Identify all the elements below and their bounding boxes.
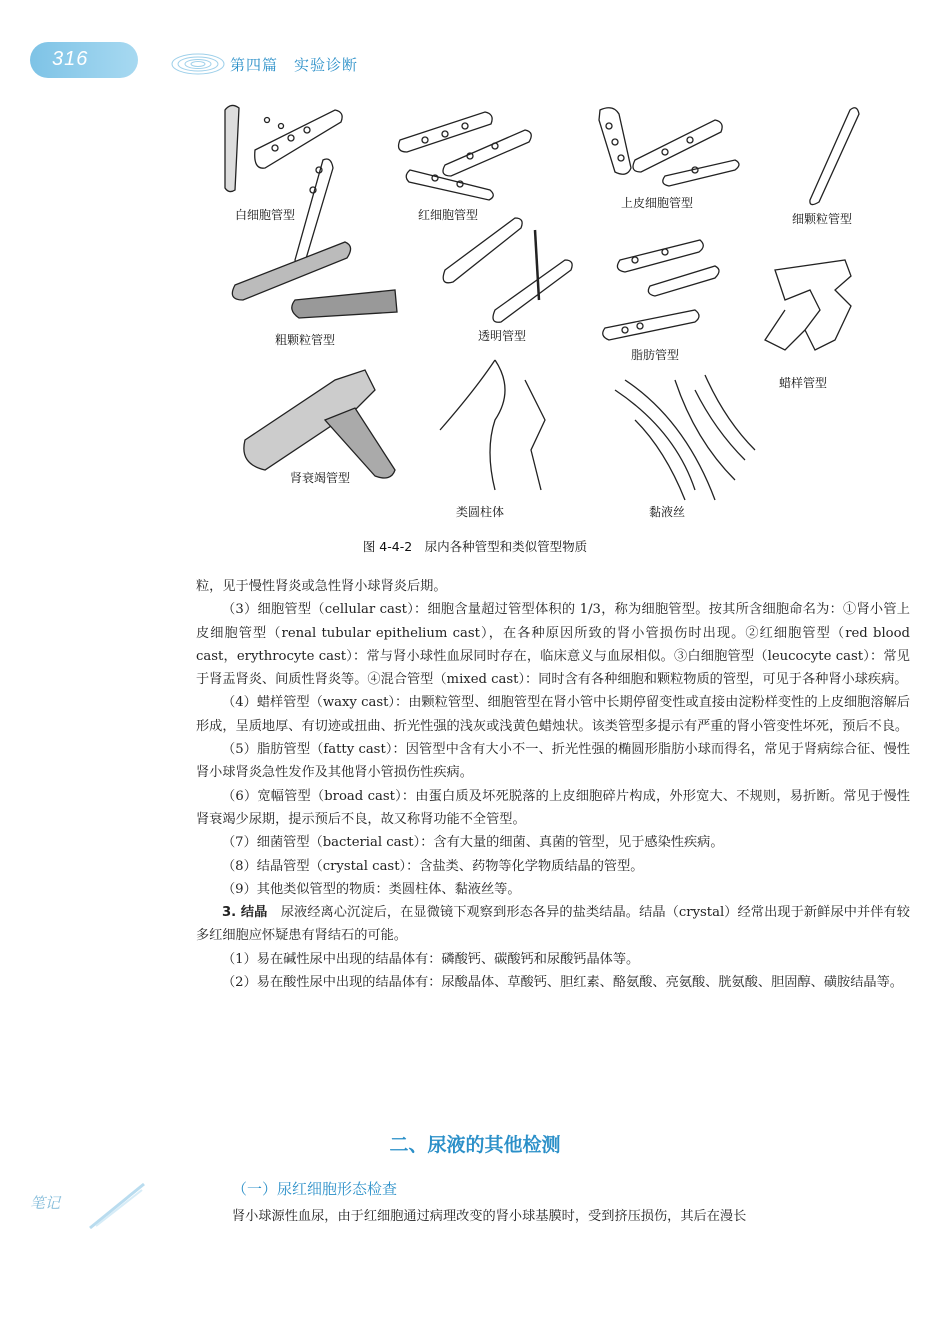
pen-stroke-icon — [88, 1180, 148, 1230]
epithelial-cast-drawing — [599, 108, 739, 186]
figure-caption: 图 4-4-2 尿内各种管型和类似管型物质 — [362, 539, 588, 554]
paragraph: （4）蜡样管型（waxy cast）：由颗粒管型、细胞管型在肾小管中长期停留变性或直接由淀粉样变性的上皮细胞溶解后形成，呈质地厚、有切迹或扭曲、折光性强的浅灰或浅黄色蜡烛状。该类管型多提示有严重的肾小管变性坏死，预后不良。 — [196, 695, 910, 734]
crystal-text: 尿液经离心沉淀后，在显微镜下观察到形态各异的盐类结晶。结晶（crystal）经常出现于新鲜尿中并伴有较多红细胞应怀疑患有肾结石的可能。 — [196, 905, 910, 944]
section-title: 二、尿液的其他检测 — [389, 1134, 561, 1156]
paragraph: （1）易在碱性尿中出现的结晶体有：磷酸钙、碳酸钙和尿酸钙晶体等。 — [222, 951, 640, 967]
paragraph: （6）宽幅管型（broad cast）：由蛋白质及坏死脱落的上皮细胞碎片构成，外形宽大、不规则，易折断。常见于慢性肾衰竭少尿期，提示预后不良，故又称肾功能不全管型。 — [196, 788, 910, 827]
label-cylindroid: 类圆柱体 — [456, 505, 505, 519]
margin-note: 笔记 — [30, 1194, 61, 1212]
fine-granular-cast-drawing — [810, 108, 859, 205]
label-renal-failure-cast: 肾衰竭管型 — [290, 471, 351, 485]
paragraph: （3）细胞管型（cellular cast）：细胞含量超过管型体积的 1/3，称为细胞管型。按其所含细胞命名为：①肾小管上皮细胞管型（renal tubular epithelium cast），在各种原因所致的肾小管损伤时出现。②红细胞管型（red blood cast，erythrocyte cast）：常与肾小球性血尿同时存在，临床意义与血尿相似。③白细胞管型（leucocyte cast）：常见于肾盂肾炎、间质性肾炎等。④混合管型（mixed cast）：同时含有各种细胞和颗粒物质的管型，可见于各种肾小球疾病。 — [196, 602, 910, 688]
label-wbc-cast: 白细胞管型 — [235, 208, 296, 222]
label-epithelial-cast: 上皮细胞管型 — [621, 196, 694, 210]
cylindroid-drawing — [440, 360, 545, 490]
paragraph: （9）其他类似管型的物质：类圆柱体、黏液丝等。 — [222, 881, 521, 897]
paragraph: （8）结晶管型（crystal cast）：含盐类、药物等化学物质结晶的管型。 — [222, 858, 644, 874]
paragraph — [196, 901, 910, 948]
figure-casts — [195, 90, 910, 530]
label-fine-granular-cast: 细颗粒管型 — [792, 212, 853, 226]
paragraph: 肾小球源性血尿，由于红细胞通过病理改变的肾小球基膜时，受到挤压损伤，其后在漫长 — [232, 1209, 747, 1224]
renal-failure-cast-drawing — [244, 370, 395, 478]
paragraph: （5）脂肪管型（fatty cast）：因管型中含有大小不一、折光性强的椭圆形脂肪小球而得名，常见于肾病综合征、慢性肾小球肾炎急性发作及其他肾小管损伤性疾病。 — [196, 742, 910, 781]
label-coarse-granular-cast: 粗颗粒管型 — [275, 333, 336, 347]
label-fatty-cast: 脂肪管型 — [631, 348, 680, 362]
mucus-thread-drawing — [615, 375, 755, 500]
waxy-cast-drawing — [765, 260, 851, 350]
wbc-cast-drawing — [225, 105, 342, 265]
label-hyaline-cast: 透明管型 — [478, 329, 527, 343]
label-mucus-thread: 黏液丝 — [649, 505, 686, 519]
coarse-granular-cast-drawing — [232, 242, 397, 318]
fatty-cast-drawing — [603, 240, 719, 340]
crystal-heading: 3. 结晶 — [222, 905, 268, 921]
paragraph: （2）易在酸性尿中出现的结晶体有：尿酸晶体、草酸钙、胆红素、酪氨酸、亮氨酸、胱氨酸、胆固醇、磺胺结晶等。 — [222, 975, 903, 991]
page-number: 316 — [52, 48, 89, 70]
label-waxy-cast: 蜡样管型 — [779, 376, 828, 390]
paragraph: （7）细菌管型（bacterial cast）：含有大量的细菌、真菌的管型，见于感染性疾病。 — [222, 835, 724, 851]
subsection-title: （一）尿红细胞形态检查 — [232, 1180, 398, 1198]
paragraph: 粒，见于慢性肾炎或急性肾小球肾炎后期。 — [196, 579, 447, 594]
rbc-cast-drawing — [399, 112, 532, 200]
body-text — [196, 575, 910, 994]
casts-illustration — [195, 90, 910, 530]
hyaline-cast-drawing — [443, 218, 572, 322]
chapter-header: 第四篇 实验诊断 — [230, 56, 359, 74]
label-rbc-cast: 红细胞管型 — [418, 208, 479, 222]
decorative-swirl-icon — [168, 40, 228, 84]
